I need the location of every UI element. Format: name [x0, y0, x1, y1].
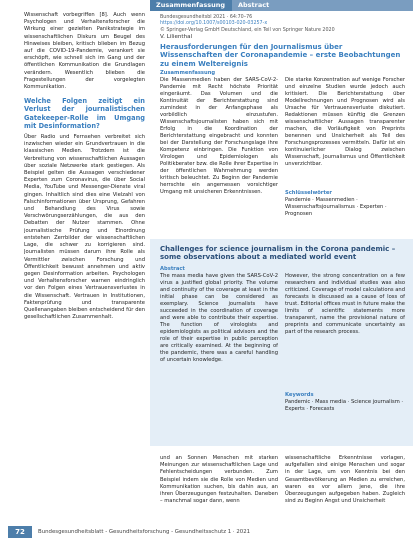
body-col-middle: und an Sonnen Menschen mit starken Meinungen zur wissenschaftlichen Lage und Fehlentscheidungen verbunden. Zum Beispiel indem sie die Rolle von Medien und Kommunikation suchen, bis dahin aus, an ihren Überzeugungen festzuhalten. Daneben – manchmal sogar dann, wenn	[160, 455, 278, 505]
abstract-header-band	[150, 0, 413, 11]
keywords-label: Schlüsselwörter	[285, 190, 332, 196]
zusammenfassung-label: Zusammenfassung	[160, 70, 216, 76]
keywords-label-en: Keywords	[285, 392, 314, 398]
left-paragraph-2: Über Radio und Fernsehen verbreitet sich inzwischen wieder ein Grundvertrauen in die klassischen Medien. Trotzdem ist die Verbreitung von wissenschaftlichen Aussagen über soziale Netzwerke stark gestiegen. Als Beispiel gelten die Aussagen verschiedener Experten zum Coronavirus, die über Social Media, YouTube und Messenger-Dienste viral gingen. Inhaltlich sind dies eine Vielzahl von Falschinformationen über Ursprung, Gefahren und Behandlung des Virus sowie Verschwörungserzählungen, die aus den Debatten der Nutzer stammen. Ohne journalistische Prüfung und Einordnung entstehen Zerrbilder der wissenschaftlichen Lage, die schwer zu korrigieren sind. Journalisten müssen darum ihre Rolle als Vermittler zwischen Forschung und Öffentlichkeit bewusst annehmen und aktiv gegen Desinformation arbeiten. Psychologen und Verhaltensforscher warnen eindringlich vor den Folgen eines Vertrauensverlustes in die Wissenschaft. Vertrauen in Institutionen, Faktenprüfung und transparente Quellenangaben bleiben entscheidend für den gesellschaftlichen Zusammenhalt.	[24, 134, 145, 321]
body-col-right: wissenschaftliche Erkenntnisse vorlagen, aufgefallen sind einige Menschen und sogar in der Lage, um von Kenntnis bei den Gesamtbevölkerung an Medien zu erreichen, waren es vor allem jene, die ihre Überzeugungen aufgegeben haben. Zugleich sind zu Beginn Angst und Unsicherheit	[285, 455, 405, 505]
keywords-text: Pandemie · Massenmedien · Wissenschaftsjournalismus · Experten · Prognosen	[285, 197, 387, 217]
citation-block	[160, 15, 405, 34]
citation-line: Bundesgesundheitsbl 2021 · 64:70–76	[160, 15, 253, 20]
abstract-label: Abstract	[160, 266, 185, 272]
section-question-heading: Welche Folgen zeitigt ein Verlust der journalistischen Gatekeeper-Rolle im Umgang mit Desinformation?	[24, 97, 145, 130]
abstract-col-1: The mass media have given the SARS-CoV-2 virus a justified global priority. The volume and continuity of the coverage at least in the initial phase can be considered as exemplary. Science journalists have succeeded in the coordination of coverage and were able to contribute their expertise. The function of virologists and epidemiologists as political advisors and the role of their expertise in public perception are critically examined. At the beginning of the pandemic, there was a careful handling of uncertain knowledge.	[160, 273, 278, 363]
zusammenfassung-col-1: Die Massenmedien haben der SARS-CoV-2-Pandemie mit Recht höchste Priorität eingeräumt. Das Volumen und die Kontinuität der Berichterstattung sind zumindest in der Anfangsphase als vorbildlich einzustufen. Wissenschaftsjournalisten haben sich mit Erfolg in die Koordination der Berichterstattung eingebracht und konnten bei der Darstellung der Forschungslage ihre Kompetenz einbringen. Die Funktion von Virologen und Epidemiologen als Politikberater bzw. die Rolle ihrer Expertise in der öffentlichen Wahrnehmung werden kritisch beleuchtet. Zu Beginn der Pandemie herrschte ein angemessen vorsichtiger Umgang mit unsicheren Erkenntnissen.	[160, 77, 278, 195]
abstract-col-2: However, the strong concentration on a few researchers and individual studies was also criticized. Coverage of model calculations and forecasts is discussed as a cause of loss of trust. Editorial offices must in future make the limits of scientific statements more transparent, name the provisional nature of preprints and communicate uncertainty as part of the research process.	[285, 273, 405, 335]
keywords-text-en: Pandemic · Mass media · Science journalism · Experts · Forecasts	[285, 399, 404, 412]
tag-zusammenfassung: Zusammenfassung	[150, 0, 232, 11]
left-paragraph-1: Wissenschaft vorbegriffen [8]. Auch wenn Psychologen und Verhaltensforscher die Wirkung einer gezielten Panikstrategie im wissenschaftlichen Diskurs um Beugel des Hinweises bleiben, kritisch blieben im Bezug auf die COVID-19-Pandemie, verankert sie erschöpft, wie schnell sich im Gang und der öffentlichen Kommunikation die Grundlagen verändern. Wesentlich blieben die Fragestellungen der vorgelegten Kommunikation.	[24, 12, 145, 91]
german-title: Herausforderungen für den Journalismus über Wissenschaften der Coronapandemie – erste Beobachtungen zu einem Weltereignis	[160, 43, 401, 68]
zusammenfassung-col-2: Die starke Konzentration auf wenige Forscher und einzelne Studien wurde jedoch auch kritisiert. Die Berichterstattung über Modellrechnungen und Prognosen wird als Ursache für Vertrauensverluste diskutiert. Redaktionen müssen künftig die Grenzen wissenschaftlicher Aussagen transparenter machen, die Vorläufigkeit von Preprints benennen und Unsicherheit als Teil des Forschungsprozesses vermitteln. Dafür ist ein kontinuierlicher Dialog zwischen Wissenschaft, Journalismus und Öffentlichkeit unverzichtbar.	[285, 77, 405, 167]
tag-abstract: Abstract	[232, 0, 413, 11]
journal-name: Bundesgesundheitsblatt - Gesundheitsforschung - Gesundheitsschutz 1 · 2021	[38, 529, 251, 535]
page-number: 72	[8, 526, 32, 538]
zusammenfassung-keywords	[285, 190, 405, 218]
left-body-column	[24, 12, 145, 522]
doi-link[interactable]: https://doi.org/10.1007/s00103-020-03257-x	[160, 21, 268, 27]
abstract-keywords	[285, 392, 405, 413]
english-title: Challenges for science journalism in the Corona pandemic – some observations about a mediated world event	[160, 245, 396, 262]
page-footer	[0, 524, 413, 544]
copyright-line: © Springer-Verlag GmbH Deutschland, ein Teil von Springer Nature 2020	[160, 27, 335, 33]
author-name: V. Lilienthal	[160, 34, 193, 40]
